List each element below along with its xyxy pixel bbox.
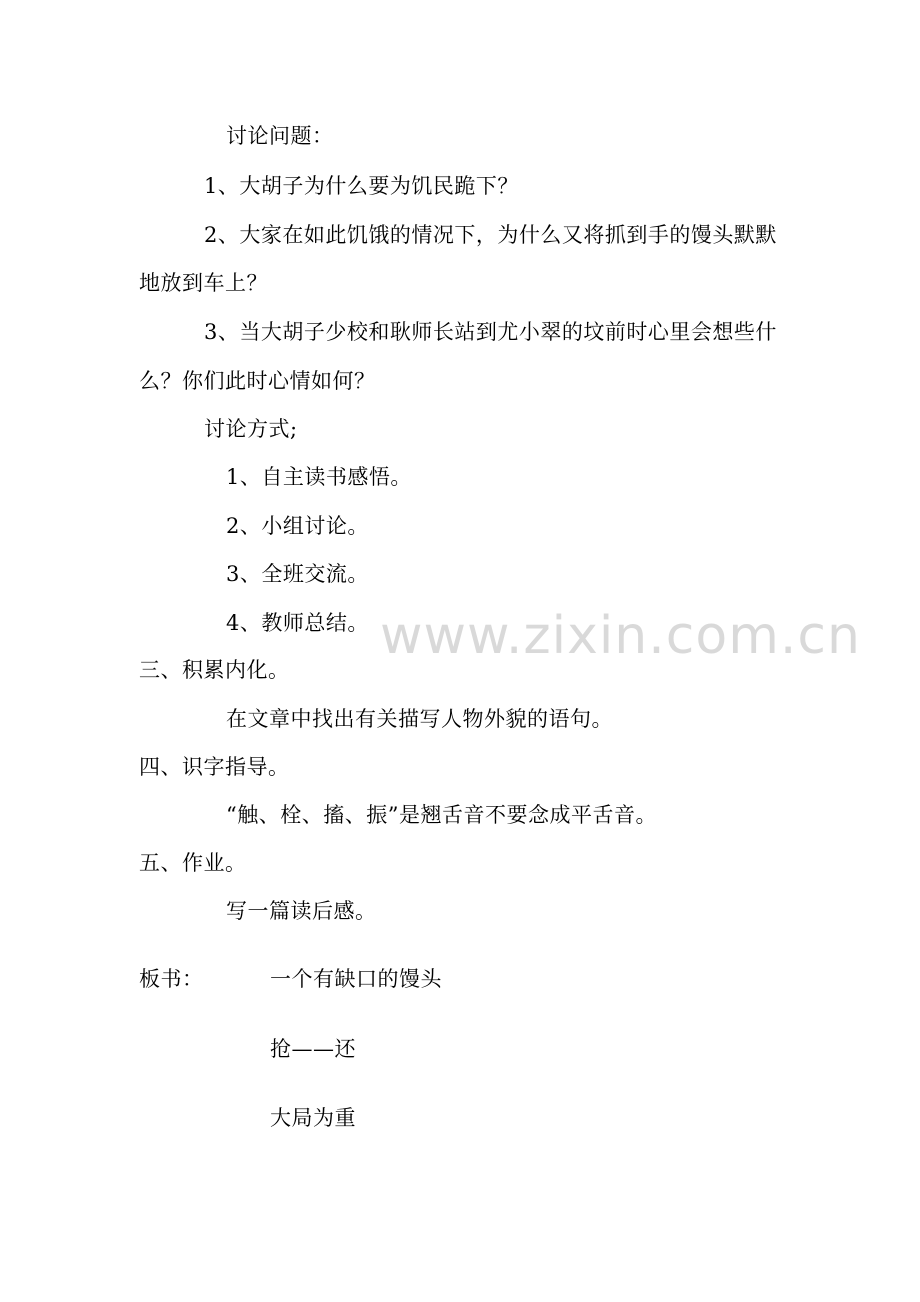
section-3-heading: 三、积累内化。 <box>139 658 290 682</box>
method-step-3: 3、全班交流。 <box>226 562 369 586</box>
board-line-3: 大局为重 <box>270 1106 356 1130</box>
section-3-body: 在文章中找出有关描写人物外貌的语句。 <box>226 707 613 731</box>
section-4-body: “触、栓、搐、振”是翘舌音不要念成平舌音。 <box>226 803 657 827</box>
board-line-2: 抢——还 <box>270 1037 356 1061</box>
question-2-line-1: 2、大家在如此饥饿的情况下，为什么又将抓到手的馒头默默 <box>204 223 777 247</box>
method-step-2: 2、小组讨论。 <box>226 514 369 538</box>
watermark: www.zixin.com.cn <box>380 606 861 666</box>
discussion-questions-heading: 讨论问题： <box>226 124 334 148</box>
section-4-heading: 四、识字指导。 <box>139 755 290 779</box>
question-2-line-2: 地放到车上？ <box>139 271 268 295</box>
question-3-line-1: 3、当大胡子少校和耿师长站到尤小翠的坟前时心里会想些什 <box>204 320 777 344</box>
method-step-4: 4、教师总结。 <box>226 611 369 635</box>
board-label: 板书： <box>139 967 204 991</box>
board-line-1: 一个有缺口的馒头 <box>270 967 442 991</box>
question-1: 1、大胡子为什么要为饥民跪下？ <box>204 174 519 198</box>
section-5-heading: 五、作业。 <box>139 851 247 875</box>
discussion-method-heading: 讨论方式; <box>204 417 298 441</box>
section-5-body: 写一篇读后感。 <box>226 899 377 923</box>
method-step-1: 1、自主读书感悟。 <box>226 465 412 489</box>
question-3-line-2: 么？你们此时心情如何？ <box>139 369 376 393</box>
